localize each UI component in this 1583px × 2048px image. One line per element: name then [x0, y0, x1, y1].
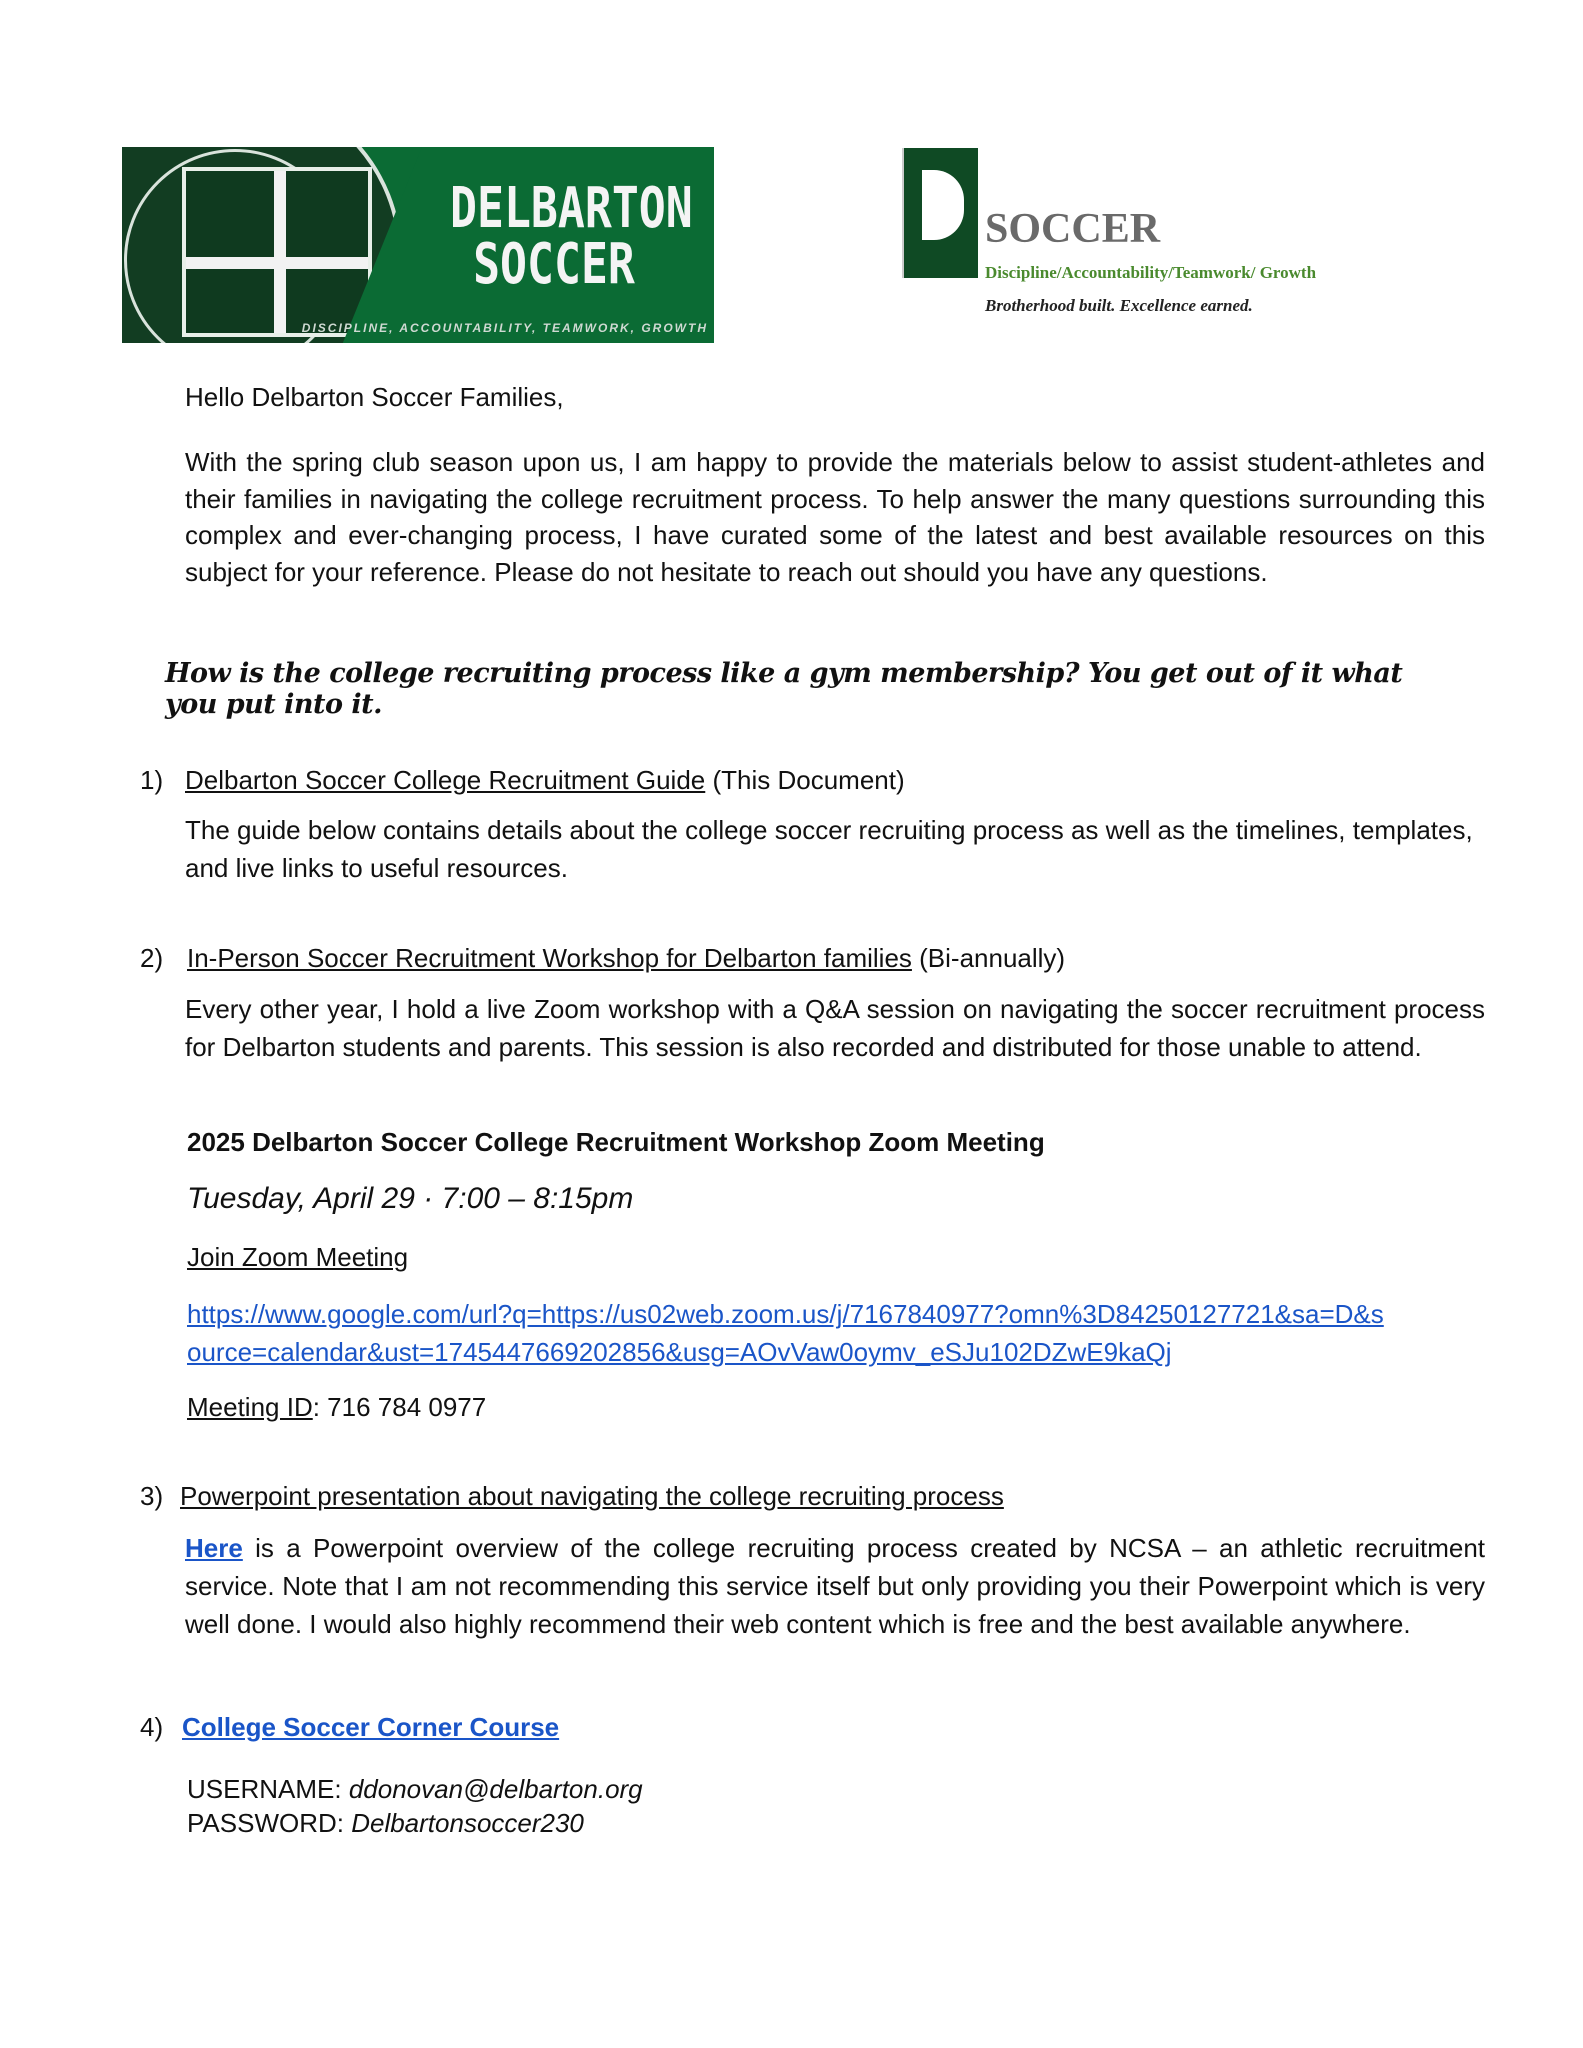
item-4-number: 4) — [140, 1712, 164, 1742]
item-1-description: The guide below contains details about the college soccer recruiting process as well as the timelines, templates, and live links to useful resources. — [185, 815, 1473, 883]
meeting-time: Tuesday, April 29 · 7:00 – 8:15pm — [187, 1182, 634, 1215]
meeting-title: 2025 Delbarton Soccer College Recruitment Workshop Zoom Meeting — [187, 1127, 1045, 1157]
item-2-heading: In-Person Soccer Recruitment Workshop for Delbarton families (Bi-annually) — [187, 943, 1066, 973]
shield-crest-icon — [182, 167, 372, 337]
powerpoint-heading: Powerpoint presentation about navigating the college recruiting process — [180, 1481, 1004, 1511]
item-1-heading: Delbarton Soccer College Recruitment Guide (This Document) — [185, 765, 905, 795]
college-soccer-corner-link[interactable]: College Soccer Corner Course — [182, 1712, 560, 1742]
item-2-number: 2) — [140, 943, 164, 973]
greeting: Hello Delbarton Soccer Families, — [185, 382, 564, 412]
banner-tagline: DISCIPLINE, ACCOUNTABILITY, TEAMWORK, GROWTH — [301, 321, 708, 335]
join-zoom-label: Join Zoom Meeting — [187, 1242, 409, 1272]
recruitment-guide-link[interactable]: Delbarton Soccer College Recruitment Guide — [185, 765, 706, 795]
item-3-number: 3) — [140, 1481, 164, 1511]
banner-title: DELBARTON SOCCER — [450, 176, 693, 297]
meeting-id: Meeting ID: 716 784 0977 — [187, 1392, 487, 1422]
zoom-url-link[interactable]: https://www.google.com/url?q=https://us02web.zoom.us/j/7167840977?omn%3D84250127721&sa=D&s ource=calendar&ust=1745447669202856&usg=AOvVaw0oymv_eSJu102DZwE9kaQj — [187, 1299, 1384, 1367]
soccer-logo-title: SOCCER — [985, 206, 1161, 252]
password-line: PASSWORD: Delbartonsoccer230 — [187, 1808, 584, 1838]
workshop-link[interactable]: In-Person Soccer Recruitment Workshop for Delbarton families — [187, 943, 912, 973]
soccer-logo-motto: Brotherhood built. Excellence earned. — [985, 296, 1253, 315]
quote: How is the college recruiting process like a gym membership? You get out of it what you put into it. — [165, 658, 1403, 720]
delbarton-soccer-banner-logo — [122, 147, 714, 343]
item-1-number: 1) — [140, 765, 164, 795]
item-2-description: Every other year, I hold a live Zoom workshop with a Q&A session on navigating the soccer recruitment process for Delbarton students and parents. This session is also recorded and distributed for those unable to attend. — [185, 994, 1485, 1062]
item-3-description: Here is a Powerpoint overview of the college recruiting process created by NCSA – an athletic recruitment service. Note that I am not recommending this service itself but only providing you their Powerpoint which is very well done. I would also highly recommend their web content which is free and the best available anywhere. — [185, 1533, 1485, 1639]
intro-paragraph: With the spring club season upon us, I am happy to provide the materials below to assist student-athletes and their families in navigating the college recruitment process. To help answer the many questions surrounding this complex and ever-changing process, I have curated some of the latest and best available resources on this subject for your reference. Please do not hesitate to reach out should you have any questions. — [185, 447, 1485, 587]
powerpoint-here-link[interactable]: Here — [185, 1533, 243, 1563]
soccer-logo-tagline: Discipline/Accountability/Teamwork/ Growth — [985, 263, 1317, 282]
username-line: USERNAME: ddonovan@delbarton.org — [187, 1774, 643, 1804]
d-logo-icon — [880, 148, 978, 278]
credentials — [187, 1772, 643, 1840]
